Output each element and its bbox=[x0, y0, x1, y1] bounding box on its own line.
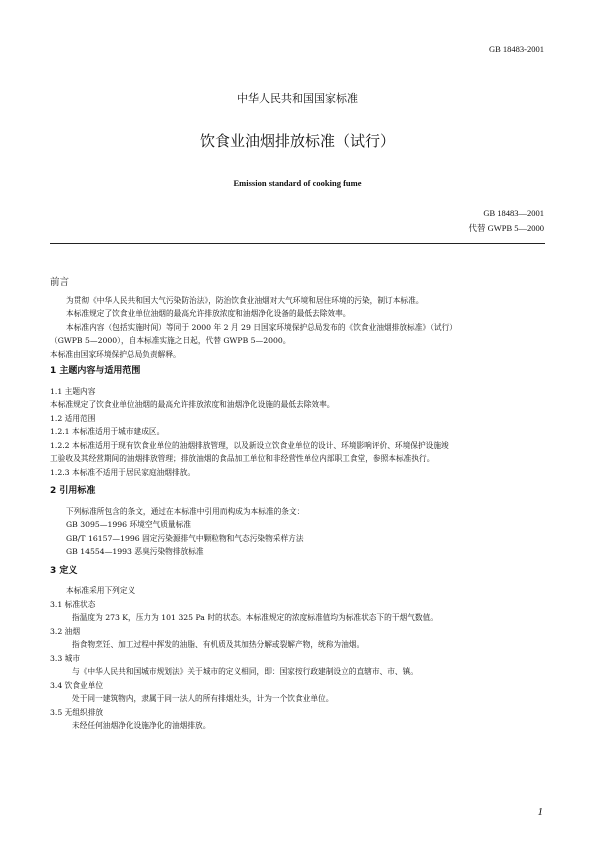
foreword-paragraph: 本标准内容（包括实施时间）等同于 2000 年 2 月 29 日国家环境保护总局发布的《饮食业油烟排放标准》（试行） bbox=[66, 322, 457, 332]
foreword-paragraph: 为贯彻《中华人民共和国大气污染防治法》，防治饮食业油烟对大气环境和居住环境的污染，制订本标准。 bbox=[66, 295, 424, 305]
standard-code-header: GB 18483-2001 bbox=[488, 44, 544, 54]
definition-term: 3.2 油烟 bbox=[50, 626, 81, 636]
definition-term: 3.1 标准状态 bbox=[50, 599, 96, 609]
definition-text: 指食物烹饪、加工过程中挥发的油脂、有机质及其加热分解或裂解产物，统称为油烟。 bbox=[72, 640, 365, 649]
section-line: 本标准规定了饮食业单位油烟的最高允许排放浓度和油烟净化设施的最低去除效率。 bbox=[50, 400, 335, 409]
section-line: 工验收及其经营期间的油烟排放管理；排放油烟的食品加工单位和非经营性单位内部职工食堂，参照本标准执行。 bbox=[50, 454, 435, 463]
issuing-organization: 中华人民共和国国家标准 bbox=[237, 92, 358, 105]
reference-standard: GB 14554—1993 恶臭污染物排放标准 bbox=[66, 547, 204, 556]
header-divider bbox=[50, 243, 545, 244]
section-line: 1.1 主题内容 bbox=[50, 386, 96, 396]
section-line: 下列标准所包含的条文，通过在本标准中引用而构成为本标准的条文： bbox=[66, 506, 305, 516]
definition-text: 指温度为 273 K，压力为 101 325 Pa 时的状态。本标准规定的浓度标准值均为标准状态下的干烟气数值。 bbox=[72, 613, 438, 622]
foreword-paragraph: （GWPB 5—2000），自本标准实施之日起，代替 GWPB 5—2000。 bbox=[50, 336, 291, 345]
standard-codes bbox=[468, 206, 544, 236]
standard-code: GB 18483—2001 bbox=[483, 208, 544, 218]
reference-standard: GB/T 16157—1996 固定污染源排气中颗粒物和气态污染物采样方法 bbox=[66, 533, 304, 543]
document-title: 饮食业油烟排放标准（试行） bbox=[199, 132, 395, 150]
replaces-code: 代替 GWPB 5—2000 bbox=[468, 223, 544, 233]
definition-text: 未经任何油烟净化设施净化的油烟排放。 bbox=[72, 721, 211, 730]
foreword-paragraph: 本标准由国家环境保护总局负责解释。 bbox=[50, 349, 181, 359]
section-line: 本标准采用下列定义 bbox=[66, 586, 136, 595]
section-line: 1.2 适用范围 bbox=[50, 413, 96, 423]
foreword-paragraph: 本标准规定了饮食业单位油烟的最高允许排放浓度和油烟净化设备的最低去除效率。 bbox=[66, 309, 351, 318]
reference-standard: GB 3095—1996 环境空气质量标准 bbox=[66, 520, 191, 529]
section-heading: 1 主题内容与适用范围 bbox=[50, 366, 141, 376]
section-heading: 2 引用标准 bbox=[50, 486, 96, 496]
section-line: 1.2.2 本标准适用于现有饮食业单位的油烟排放管理，以及新设立饮食业单位的设计、环境影响评价、环境保护设施竣 bbox=[50, 440, 449, 450]
section-line: 1.2.3 本标准不适用于居民家庭油烟排放。 bbox=[50, 467, 196, 477]
definition-text: 处于同一建筑物内，隶属于同一法人的所有排烟灶头，计为一个饮食业单位。 bbox=[72, 694, 334, 703]
page-number: 1 bbox=[537, 806, 543, 818]
foreword-heading: 前言 bbox=[50, 277, 70, 288]
english-title: Emission standard of cooking fume bbox=[233, 178, 362, 188]
definition-term: 3.4 饮食业单位 bbox=[50, 680, 104, 690]
section-heading: 3 定义 bbox=[50, 565, 78, 576]
definition-term: 3.5 无组织排放 bbox=[50, 707, 104, 717]
section-line: 1.2.1 本标准适用于城市建成区。 bbox=[50, 427, 165, 436]
definition-text: 与《中华人民共和国城市规划法》关于城市的定义相同，即：国家按行政建制设立的直辖市、市、镇。 bbox=[72, 667, 418, 676]
document-body bbox=[50, 276, 545, 733]
definition-term: 3.3 城市 bbox=[50, 653, 81, 663]
